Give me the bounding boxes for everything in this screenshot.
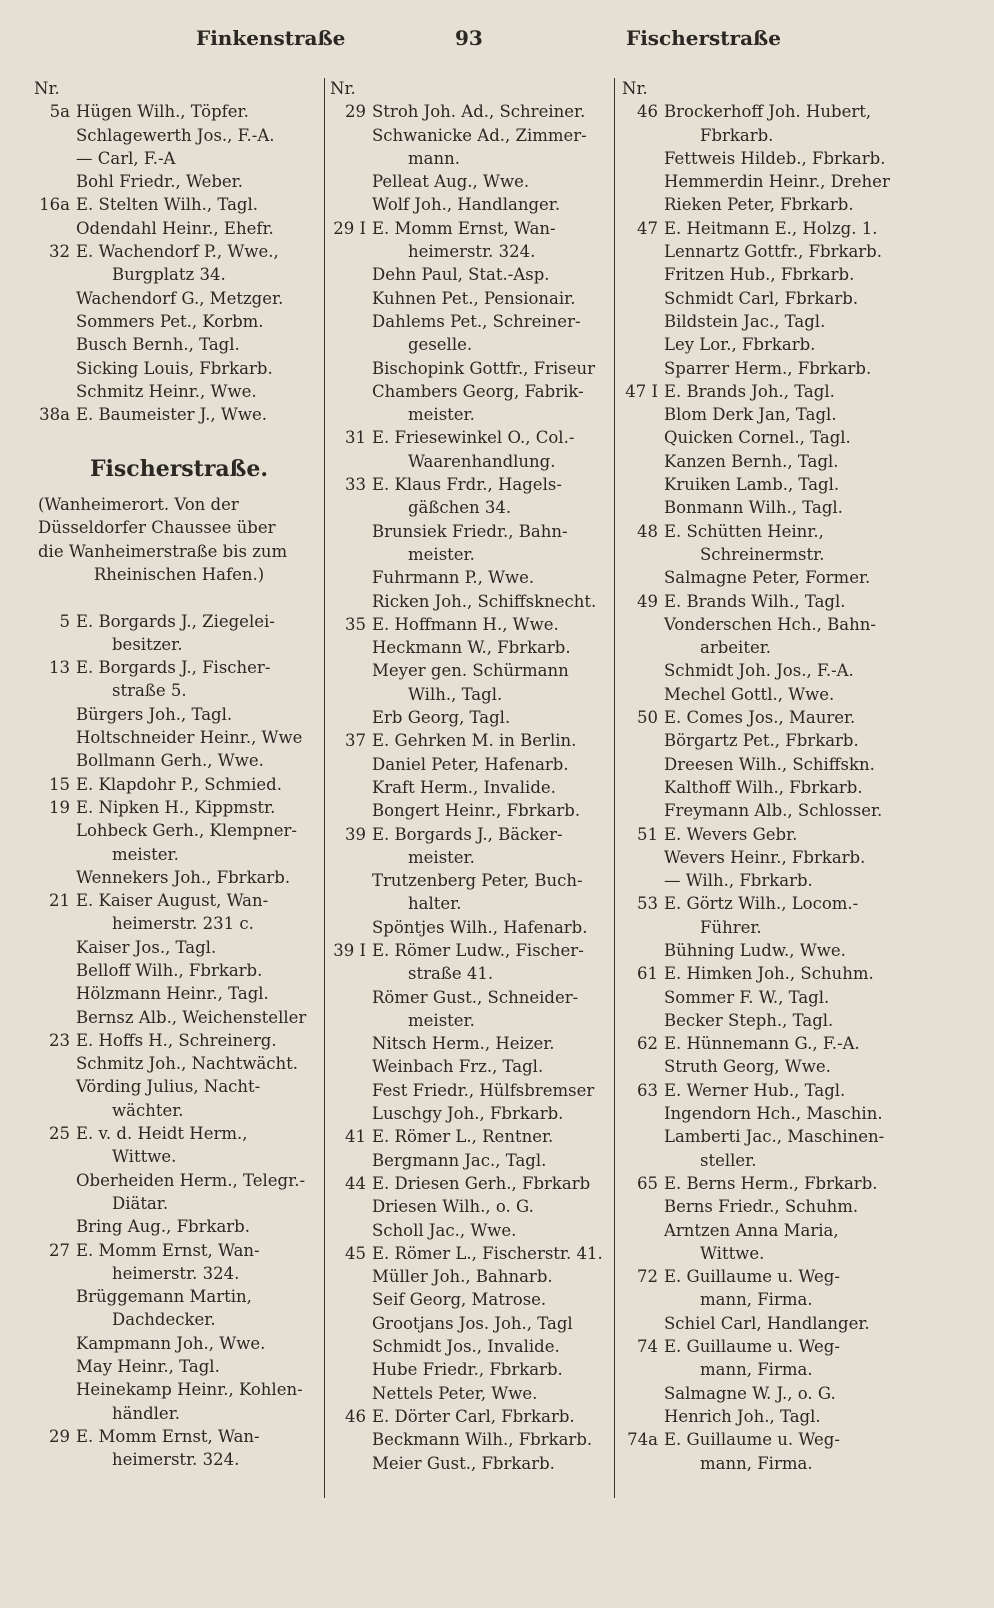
resident-entry: Chambers Georg, Fabrik- [372,381,584,401]
resident-entry: Schmitz Heinr., Wwe. [76,381,257,401]
resident-entry: Kuhnen Pet., Pensionair. [372,288,576,308]
resident-entry: Sicking Louis, Fbrkarb. [76,358,273,378]
resident-text: E. v. d. Heidt Herm., [76,1124,248,1144]
resident-text: E. Momm Ernst, Wan- [76,1426,260,1446]
house-number: 35 [345,614,366,634]
resident-entry: Brunsiek Friedr., Bahn- [372,521,568,541]
directory-entry [34,796,324,819]
resident-entry: Holtschneider Heinr., Wwe [76,728,303,748]
resident-entry: Rieken Peter, Fbrkarb. [664,195,854,215]
house-number: 50 [637,708,658,728]
resident-entry: Luschgy Joh., Fbrkarb. [372,1104,564,1124]
directory-entry [622,706,912,729]
directory-entry [622,217,912,240]
resident-entry: Vörding Julius, Nacht- [76,1077,261,1097]
section-description: die Wanheimerstraße bis zum [38,541,288,561]
resident-entry: Bohl Friedr., Weber. [76,172,243,192]
house-number: 31 [345,428,366,448]
resident-text: E. Borgards J., Ziegelei- [76,611,275,631]
directory-entry [622,1079,912,1102]
resident-entry: Freymann Alb., Schlosser. [664,801,883,821]
resident-text: E. Nipken H., Kippmstr. [76,797,276,817]
resident-entry: Hube Friedr., Fbrkarb. [372,1360,563,1380]
directory-entry [622,590,912,613]
house-number: 53 [637,894,658,914]
resident-entry: Nettels Peter, Wwe. [372,1383,538,1403]
section-description: Düsseldorfer Chaussee über [38,518,276,538]
number-column-label: Nr. [34,79,60,98]
directory-entry [622,962,912,985]
entry-continuation: händler. [112,1403,181,1423]
resident-entry: Kampmann Joh., Wwe. [76,1333,266,1353]
entry-continuation: mann, Firma. [700,1453,813,1473]
resident-entry: Trutzenberg Peter, Buch- [372,871,583,891]
entry-continuation: mann. [408,148,460,168]
house-number: 29 [345,102,366,122]
resident-entry: Fettweis Hildeb., Fbrkarb. [664,148,886,168]
resident-entry: Blom Derk Jan, Tagl. [664,405,837,425]
entry-continuation: meister. [408,1010,475,1030]
resident-text: E. Heitmann E., Holzg. 1. [664,218,878,238]
resident-entry: Lohbeck Gerh., Klempner- [76,821,297,841]
resident-entry: Daniel Peter, Hafenarb. [372,754,569,774]
house-number: 44 [345,1173,366,1193]
house-number: 61 [637,964,658,984]
house-number: 13 [49,658,70,678]
resident-text: E. Comes Jos., Maurer. [664,708,856,728]
running-head-right: Fischerstraße [626,26,781,50]
resident-entry: Spöntjes Wilh., Hafenarb. [372,917,588,937]
directory-entry [330,1405,620,1428]
resident-entry: — Wilh., Fbrkarb. [664,871,813,891]
house-number: 25 [49,1124,70,1144]
house-number: 5a [49,102,70,122]
resident-entry: Bernsz Alb., Weichensteller [76,1007,307,1027]
directory-entry [330,1242,620,1265]
resident-text: E. Driesen Gerh., Fbrkarb [372,1173,591,1193]
entry-continuation: mann, Firma. [700,1360,813,1380]
resident-entry: Hemmerdin Heinr., Dreher [664,172,890,192]
resident-entry: Berns Friedr., Schuhm. [664,1197,859,1217]
house-number: 74 [637,1337,658,1357]
house-number: 16a [39,195,70,215]
house-number: 29 I [333,218,366,238]
directory-entry [34,403,324,426]
house-number: 41 [345,1127,366,1147]
entry-continuation: straße 41. [408,964,494,984]
resident-entry: Kraft Herm., Invalide. [372,777,556,797]
directory-entry [34,610,324,633]
entry-continuation: meister. [112,844,179,864]
house-number: 62 [637,1034,658,1054]
house-number: 19 [49,797,70,817]
entry-continuation: Dachdecker. [112,1310,216,1330]
house-number: 39 I [333,940,366,960]
resident-entry: Sommer F. W., Tagl. [664,987,830,1007]
house-number: 72 [637,1267,658,1287]
page-number: 93 [455,26,483,50]
resident-text: E. Römer Ludw., Fischer- [372,940,584,960]
resident-entry: Bergmann Jac., Tagl. [372,1150,547,1170]
entry-continuation: wächter. [112,1100,184,1120]
house-number: 51 [637,824,658,844]
directory-entry [34,1239,324,1262]
entry-continuation: gäßchen 34. [408,498,512,518]
entry-continuation: halter. [408,894,462,914]
house-number: 65 [637,1173,658,1193]
resident-text: E. Hünnemann G., F.-A. [664,1034,860,1054]
house-number: 23 [49,1030,70,1050]
resident-text: E. Berns Herm., Fbrkarb. [664,1173,878,1193]
house-number: 33 [345,475,366,495]
directory-entry [622,823,912,846]
resident-text: E. Guillaume u. Weg- [664,1337,840,1357]
house-number: 48 [637,521,658,541]
resident-text: E. Stelten Wilh., Tagl. [76,195,259,215]
resident-entry: Ley Lor., Fbrkarb. [664,335,816,355]
house-number: 32 [49,242,70,262]
resident-entry: Wennekers Joh., Fbrkarb. [76,867,291,887]
directory-entry [330,939,620,962]
resident-entry: Fritzen Hub., Fbrkarb. [664,265,855,285]
directory-entry [34,193,324,216]
resident-entry: Wachendorf G., Metzger. [76,288,284,308]
entry-continuation: Diätar. [112,1193,169,1213]
resident-text: E. Klapdohr P., Schmied. [76,774,282,794]
entry-continuation: heimerstr. 324. [112,1450,240,1470]
resident-entry: Lennartz Gottfr., Fbrkarb. [664,242,882,262]
entry-continuation: heimerstr. 231 c. [112,914,254,934]
directory-entry [34,1029,324,1052]
column-divider [324,78,325,1498]
resident-entry: Schmidt Carl, Fbrkarb. [664,288,859,308]
resident-text: E. Friesewinkel O., Col.- [372,428,575,448]
directory-entry [330,729,620,752]
resident-text: E. Guillaume u. Weg- [664,1430,840,1450]
resident-entry: Busch Bernh., Tagl. [76,335,240,355]
resident-entry: Brüggemann Martin, [76,1287,252,1307]
house-number: 47 I [625,381,658,401]
column-2 [330,77,620,1475]
column-3 [622,77,912,1475]
running-head-left: Finkenstraße [196,26,346,50]
resident-entry: Bring Aug., Fbrkarb. [76,1217,250,1237]
resident-entry: Bonmann Wilh., Tagl. [664,498,843,518]
resident-entry: Kruiken Lamb., Tagl. [664,475,840,495]
resident-entry: Quicken Cornel., Tagl. [664,428,851,448]
resident-text: Hügen Wilh., Töpfer. [76,102,249,122]
entry-continuation: Führer. [700,917,762,937]
resident-entry: Scholl Jac., Wwe. [372,1220,517,1240]
directory-entry [34,240,324,263]
entry-continuation: Schreinermstr. [700,544,825,564]
resident-text: E. Momm Ernst, Wan- [372,218,556,238]
house-number: 29 [49,1426,70,1446]
directory-entry [34,1425,324,1448]
directory-entry [622,1335,912,1358]
house-number: 49 [637,591,658,611]
resident-entry: Arntzen Anna Maria, [664,1220,839,1240]
entry-continuation: meister. [408,405,475,425]
resident-entry: Sommers Pet., Korbm. [76,311,264,331]
resident-text: E. Römer L., Fischerstr. 41. [372,1243,603,1263]
directory-entry [622,380,912,403]
resident-entry: Schmidt Jos., Invalide. [372,1337,560,1357]
resident-text: E. Schütten Heinr., [664,521,824,541]
resident-entry: Belloff Wilh., Fbrkarb. [76,960,263,980]
directory-entry [622,1265,912,1288]
resident-entry: Erb Georg, Tagl. [372,708,511,728]
resident-text: E. Kaiser August, Wan- [76,891,269,911]
house-number: 38a [39,405,70,425]
entry-continuation: straße 5. [112,681,187,701]
entry-continuation: heimerstr. 324. [112,1263,240,1283]
entry-continuation: meister. [408,544,475,564]
resident-entry: Bürgers Joh., Tagl. [76,704,233,724]
resident-text: E. Brands Joh., Tagl. [664,381,835,401]
resident-entry: Bischopink Gottfr., Friseur [372,358,596,378]
resident-entry: Dreesen Wilh., Schiffskn. [664,754,875,774]
house-number: 27 [49,1240,70,1260]
resident-entry: Ingendorn Hch., Maschin. [664,1104,883,1124]
house-number: 46 [637,102,658,122]
resident-entry: Mechel Gottl., Wwe. [664,684,835,704]
resident-entry: Fest Friedr., Hülfsbremser [372,1080,595,1100]
resident-entry: Grootjans Jos. Joh., Tagl [372,1313,573,1333]
resident-entry: Pelleat Aug., Wwe. [372,172,530,192]
resident-entry: Schwanicke Ad., Zimmer- [372,125,587,145]
directory-entry [34,100,324,123]
directory-entry [622,1032,912,1055]
resident-entry: — Carl, F.-A [76,148,176,168]
resident-entry: Dehn Paul, Stat.-Asp. [372,265,550,285]
resident-entry: Vonderschen Hch., Bahn- [664,614,876,634]
directory-entry [330,100,620,123]
resident-entry: Meier Gust., Fbrkarb. [372,1453,555,1473]
resident-text: E. Römer L., Rentner. [372,1127,554,1147]
entry-continuation: geselle. [408,335,473,355]
entry-continuation: mann, Firma. [700,1290,813,1310]
entry-continuation: Wilh., Tagl. [408,684,503,704]
resident-entry: Börgartz Pet., Fbrkarb. [664,731,859,751]
resident-entry: Weinbach Frz., Tagl. [372,1057,544,1077]
resident-entry: Becker Steph., Tagl. [664,1010,834,1030]
entry-continuation: heimerstr. 324. [408,242,536,262]
section-heading: Fischerstraße. [89,455,269,482]
directory-entry [34,889,324,912]
resident-entry: Kanzen Bernh., Tagl. [664,451,839,471]
resident-entry: Salmagne W. J., o. G. [664,1383,836,1403]
resident-text: E. Werner Hub., Tagl. [664,1080,846,1100]
house-number: 15 [49,774,70,794]
entry-continuation: meister. [408,847,475,867]
resident-entry: Dahlems Pet., Schreiner- [372,311,581,331]
resident-entry: Bollmann Gerh., Wwe. [76,751,264,771]
resident-entry: Beckmann Wilh., Fbrkarb. [372,1430,593,1450]
spacer [34,586,324,609]
resident-text: E. Görtz Wilh., Locom.- [664,894,859,914]
resident-entry: Nitsch Herm., Heizer. [372,1034,555,1054]
resident-entry: Kaiser Jos., Tagl. [76,937,217,957]
resident-text: E. Klaus Frdr., Hagels- [372,475,562,495]
resident-entry: Schmidt Joh. Jos., F.-A. [664,661,854,681]
house-number: 37 [345,731,366,751]
directory-entry [330,1125,620,1148]
directory-entry [330,473,620,496]
directory-entry [622,1172,912,1195]
house-number: 46 [345,1406,366,1426]
house-number: 5 [59,611,70,631]
entry-continuation: steller. [700,1150,757,1170]
resident-entry: Kalthoff Wilh., Fbrkarb. [664,777,863,797]
resident-entry: Ricken Joh., Schiffsknecht. [372,591,597,611]
resident-text: E. Baumeister J., Wwe. [76,405,267,425]
directory-entry [622,1428,912,1451]
directory-entry [330,217,620,240]
resident-entry: Hölzmann Heinr., Tagl. [76,984,269,1004]
resident-text: E. Wevers Gebr. [664,824,798,844]
resident-text: E. Hoffs H., Schreinerg. [76,1030,277,1050]
resident-text: Stroh Joh. Ad., Schreiner. [372,102,586,122]
directory-entry [330,823,620,846]
resident-text: E. Wachendorf P., Wwe., [76,242,279,262]
resident-text: E. Himken Joh., Schuhm. [664,964,874,984]
resident-text: E. Dörter Carl, Fbrkarb. [372,1406,575,1426]
resident-entry: Odendahl Heinr., Ehefr. [76,218,274,238]
entry-continuation: besitzer. [112,634,183,654]
house-number: 39 [345,824,366,844]
resident-text: E. Borgards J., Bäcker- [372,824,563,844]
entry-continuation: Waarenhandlung. [408,451,556,471]
directory-entry [330,426,620,449]
resident-entry: Schmitz Joh., Nachtwächt. [76,1054,299,1074]
house-number: 63 [637,1080,658,1100]
resident-text: Brockerhoff Joh. Hubert, [664,102,872,122]
resident-entry: Sparrer Herm., Fbrkarb. [664,358,872,378]
resident-text: E. Borgards J., Fischer- [76,658,271,678]
directory-entry [34,773,324,796]
directory-entry [34,1122,324,1145]
section-description: (Wanheimerort. Von der [38,495,239,515]
directory-entry [622,892,912,915]
house-number: 47 [637,218,658,238]
resident-entry: Bongert Heinr., Fbrkarb. [372,801,581,821]
entry-continuation: Wittwe. [700,1243,765,1263]
directory-entry [330,613,620,636]
resident-entry: Heinekamp Heinr., Kohlen- [76,1380,303,1400]
number-column-label: Nr. [330,79,356,98]
entry-continuation: Wittwe. [112,1147,177,1167]
resident-entry: Meyer gen. Schürmann [372,661,569,681]
house-number: 21 [49,891,70,911]
resident-entry: Wolf Joh., Handlanger. [372,195,561,215]
resident-entry: Schiel Carl, Handlanger. [664,1313,870,1333]
entry-continuation: Fbrkarb. [700,125,774,145]
resident-entry: Salmagne Peter, Former. [664,568,871,588]
resident-entry: Oberheiden Herm., Telegr.- [76,1170,306,1190]
directory-entry [622,520,912,543]
resident-text: E. Hoffmann H., Wwe. [372,614,559,634]
house-number: 74a [627,1430,658,1450]
house-number: 45 [345,1243,366,1263]
resident-text: E. Brands Wilh., Tagl. [664,591,846,611]
resident-entry: Struth Georg, Wwe. [664,1057,831,1077]
resident-entry: May Heinr., Tagl. [76,1357,220,1377]
resident-entry: Bildstein Jac., Tagl. [664,311,826,331]
directory-entry [330,1172,620,1195]
entry-continuation: Burgplatz 34. [112,265,226,285]
entry-continuation: arbeiter. [700,638,772,658]
spacer [34,426,324,449]
resident-entry: Driesen Wilh., o. G. [372,1197,534,1217]
resident-entry: Fuhrmann P., Wwe. [372,568,535,588]
section-description: Rheinischen Hafen.) [93,564,265,584]
resident-text: E. Gehrken M. in Berlin. [372,731,577,751]
number-column-label: Nr. [622,79,648,98]
resident-text: E. Guillaume u. Weg- [664,1267,840,1287]
resident-entry: Müller Joh., Bahnarb. [372,1267,553,1287]
resident-text: E. Momm Ernst, Wan- [76,1240,260,1260]
resident-entry: Henrich Joh., Tagl. [664,1406,821,1426]
directory-entry [34,656,324,679]
resident-entry: Seif Georg, Matrose. [372,1290,547,1310]
column-1 [34,77,324,1472]
resident-entry: Schlagewerth Jos., F.-A. [76,125,275,145]
resident-entry: Wevers Heinr., Fbrkarb. [664,847,866,867]
resident-entry: Heckmann W., Fbrkarb. [372,638,571,658]
resident-entry: Lamberti Jac., Maschinen- [664,1127,885,1147]
resident-entry: Bühning Ludw., Wwe. [664,940,846,960]
directory-entry [622,100,912,123]
resident-entry: Römer Gust., Schneider- [372,987,579,1007]
